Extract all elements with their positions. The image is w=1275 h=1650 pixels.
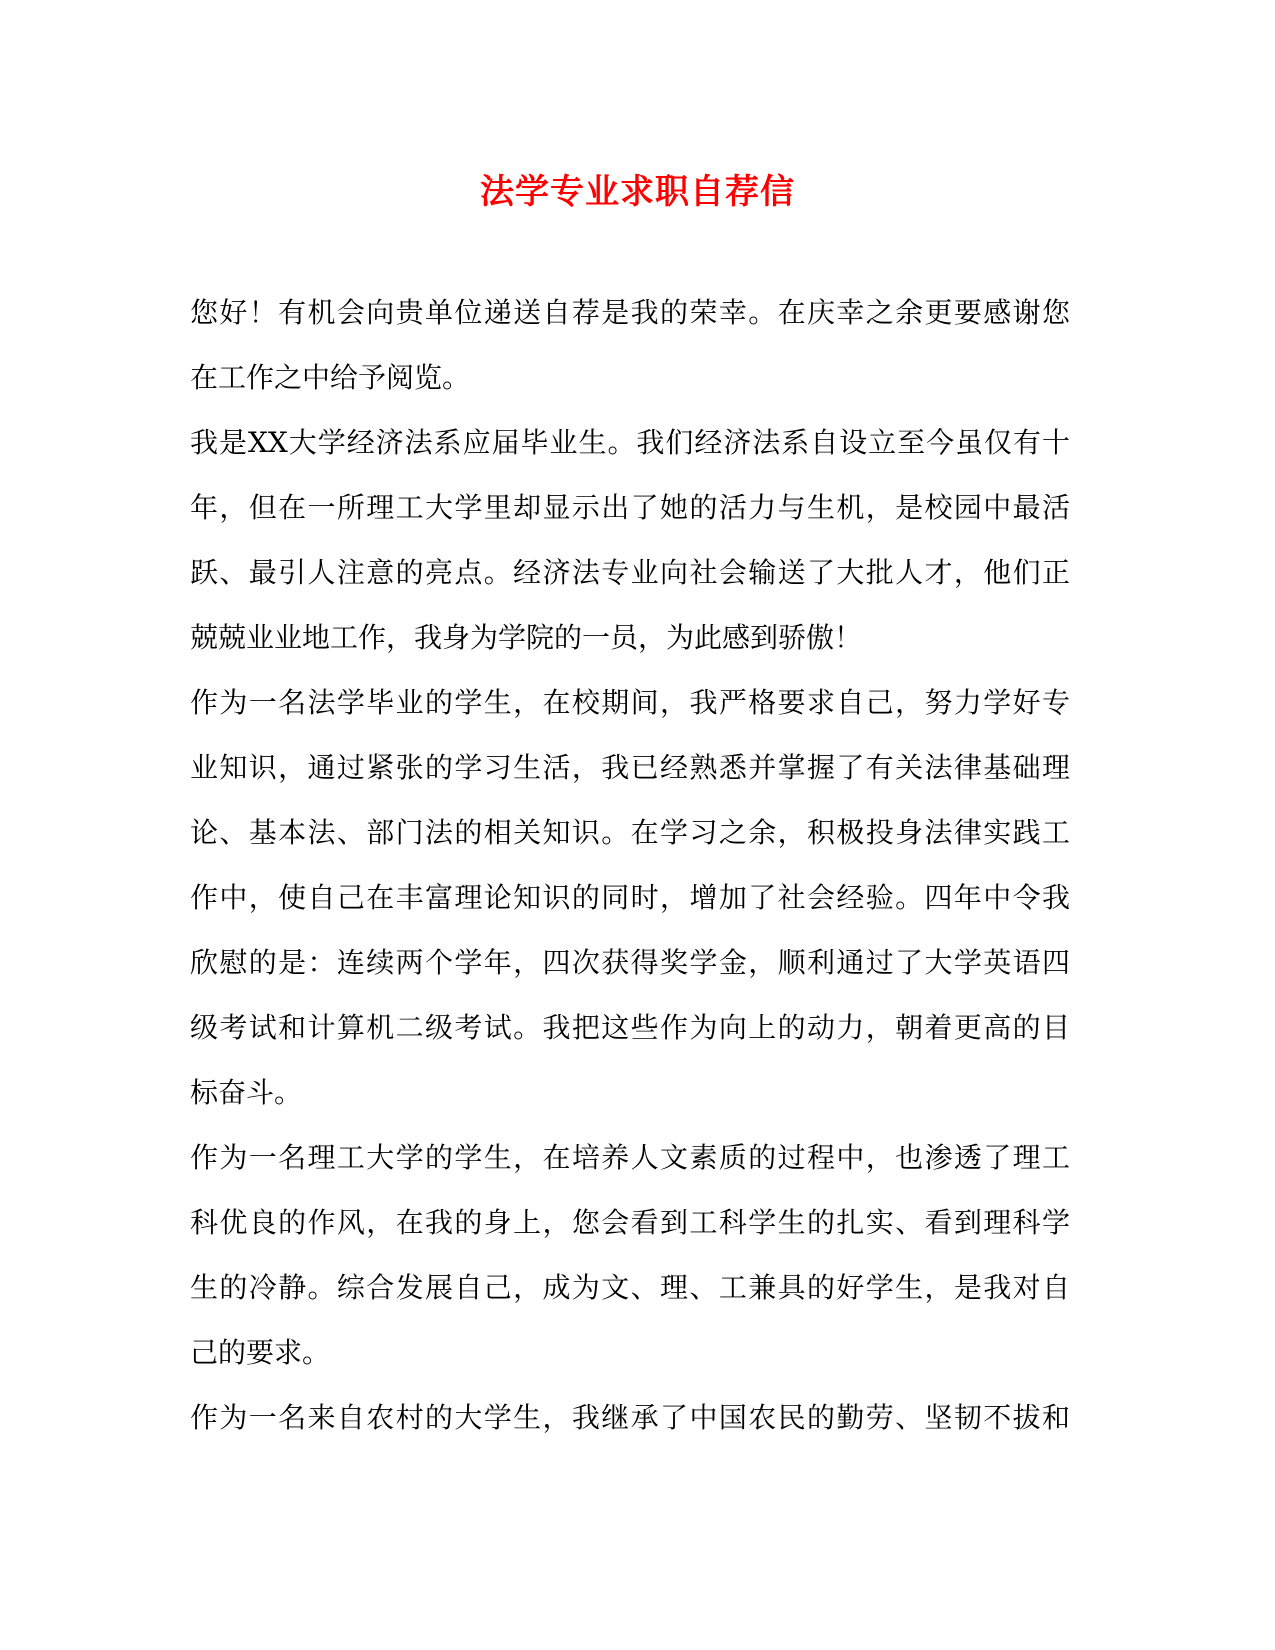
text-line: 科优良的作风，在我的身上，您会看到工科学生的扎实、看到理科学 [190, 1206, 1070, 1239]
text-line: 论、基本法、部门法的相关知识。在学习之余，积极投身法律实践工 [190, 816, 1070, 849]
text-line: 标奋斗。 [190, 1076, 303, 1109]
text-line: 生的冷静。综合发展自己，成为文、理、工兼具的好学生，是我对自 [190, 1271, 1070, 1304]
text-line: 欣慰的是：连续两个学年，四次获得奖学金，顺利通过了大学英语四 [190, 946, 1070, 979]
text-line: 作为一名理工大学的学生，在培养人文素质的过程中，也渗透了理工 [190, 1141, 1070, 1174]
text-line: 己的要求。 [190, 1336, 331, 1369]
text-line: 业知识，通过紧张的学习生活，我已经熟悉并掌握了有关法律基础理 [190, 751, 1070, 784]
text-line: 您好！有机会向贵单位递送自荐是我的荣幸。在庆幸之余更要感谢您 [190, 296, 1070, 329]
text-line: 在工作之中给予阅览。 [190, 361, 471, 394]
text-line: 年，但在一所理工大学里却显示出了她的活力与生机，是校园中最活 [190, 491, 1070, 524]
text-line: 作中，使自己在丰富理论知识的同时，增加了社会经验。四年中令我 [190, 881, 1070, 914]
text-line: 作为一名来自农村的大学生，我继承了中国农民的勤劳、坚韧不拔和 [190, 1401, 1070, 1434]
text-line: 兢兢业业地工作，我身为学院的一员，为此感到骄傲！ [190, 621, 863, 654]
letter-body [190, 280, 1070, 1450]
text-line: 作为一名法学毕业的学生，在校期间，我严格要求自己，努力学好专 [190, 686, 1070, 719]
text-line: 级考试和计算机二级考试。我把这些作为向上的动力，朝着更高的目 [190, 1011, 1070, 1044]
text-line: 我是XX大学经济法系应届毕业生。我们经济法系自设立至今虽仅有十 [190, 426, 1070, 459]
text-line: 跃、最引人注意的亮点。经济法专业向社会输送了大批人才，他们正 [190, 556, 1070, 589]
page-title: 法学专业求职自荐信 [480, 172, 795, 212]
